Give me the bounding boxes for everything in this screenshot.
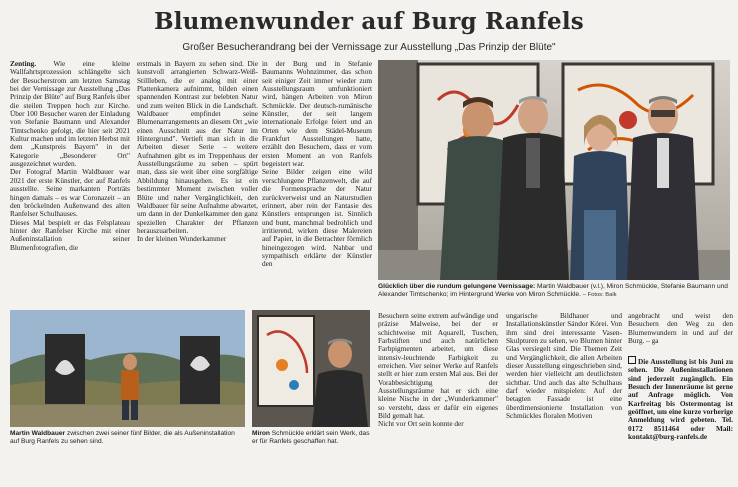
article-column-1 xyxy=(10,60,130,300)
artist-caption-text: Schmückle erklärt sein Werk, das er für Ranfels geschaffen hat. xyxy=(252,430,370,445)
main-caption-text: Martin Waldbauer (v.l.), Miron Schmückle, Stefanie Baumann und Alexander Timtschenko; im Hintergrund Werke von Miron Schmückle. xyxy=(378,283,728,298)
article-column-2: erstmals in Bayern zu sehen sind. Die kunstvoll arrangierten Schwarz-Weiß-Stillleben, die er analog mit einer Plattenkamera aufnimmt, bilden einen spannenden Kontrast zur belebten Natur und zum weiten Blick in die Landschaft. Waldbauer empfindet seine Blumenarrangements an diesem Ort „wie einen Ausschnitt aus der Natur im Hintergrund". Vertieft man sich in die Arbeiten dieser Serie – weitere Aufnahmen gibt es im Treppenhaus der Ausstellungsräume zu sehen – spürt man, dass sie weit über eine sorgfältige Abbildung hinausgehen. Es ist ein bestimmter Moment zwischen voller Blüte und naher Vergänglichkeit, den Waldbauer für seine Aufnahme abwartet, um dann in der Dunkelkammer den ganz speziellen Charakter der Pflanzen herauszuarbeiten. In der kleinen Wunderkammer xyxy=(137,60,258,244)
article-column-5: ungarische Bildhauer und Installationskünstler Sándor Kórei. Von ihm sind drei interessante Vasen-Skulpturen zu sehen, wo Blumen hinter Glas versiegelt sind. Die Themen Zeit und Vergänglichkeit, die allen Arbeiten dieser Ausstellung eingeschrieben sind, werden hier vielleicht am deutlichsten sichtbar. Und auch das alte Schulhaus darf wieder mitspielen: Auf der betagten Fassade ist eine überdimensionierte Installation von Schmückles floralen Motiven xyxy=(506,312,622,421)
info-text: Die Ausstellung ist bis Juni zu sehen. Die Außeninstallationen sind jederzeit zugänglich. Ein Besuch der Innenräume ist gerne auf Anfrage möglich. Von Karfreitag bis Ostermontag ist geöffnet, um eine kurze vorherige Anmeldung wird gebeten. Tel. 0172 8511464 oder Mail: kontakt@burg-ranfels.de xyxy=(628,357,733,442)
main-photo-group-portrait xyxy=(378,60,730,280)
main-caption-lead: Glücklich über die rundum gelungene Vernissage: xyxy=(378,283,536,290)
headline: Blumenwunder auf Burg Ranfels xyxy=(154,8,584,35)
photo-artist-with-painting xyxy=(252,310,370,427)
outdoor-caption-text: zwischen zwei seiner fünf Bilder, die als Außeninstallation auf Burg Ranfels zu sehen sind. xyxy=(10,430,235,445)
dateline: Zenting. xyxy=(10,60,37,68)
artist-photo-caption xyxy=(252,430,370,446)
info-box xyxy=(628,356,733,476)
photo-credit: – Fotos: Balk xyxy=(582,292,617,298)
subheadline: Großer Besucherandrang bei der Vernissage zur Ausstellung „Das Prinzip der Blüte" xyxy=(182,42,556,53)
outdoor-caption-lead: Martin Waldbauer xyxy=(10,430,66,437)
article-column-6: angebracht und weist den Besuchern den Weg zu den Blumenwundern in und auf der Burg. – ga xyxy=(628,312,733,346)
outdoor-photo-caption xyxy=(10,430,245,446)
article-column-3: in der Burg und in Stefanie Baumanns Wohnzimmer, das schon seit einiger Zeit immer wieder zum Ausstellungsraum umfunktioniert wird, hängen Arbeiten von Miron Schmückle. Der deutsch-rumänische Künstler, der seit langem internationale Erfolge feiert und an Orten wie dem Städel-Museum Frankfurt Ausstellungen hatte, erzählt den Besuchern, dass er vom ersten Moment an von Ranfels begeistert war. Seine Bilder zeigen eine wild verschlungene Pflanzenwelt, die auf die Formensprache der Natur zurückverweist und an Naturstudien erinnert, aber rein der Fantasie des Künstlers entsprungen ist. Sinnlich und bunt, manchmal bedrohlich und irritierend, wirken diese Malereien auf Papier, in die Betrachter förmlich hineingezogen wird. Nahbar und sympathisch erklärte der Künstler den xyxy=(262,60,372,269)
column-1-text: Wie eine kleine Wallfahrtsprozession schlängelte sich der Besucherstrom am letzten Samstag bei der Vernissage zur Ausstellung „Das Prinzip der Blüte" auf Burg Ranfels über die steilen Treppen hoch zur Kirche. Über 100 Besucher waren der Einladung von Stefanie Baumann und Alexander Timtschenko gefolgt, die hier seit 2021 Kultur machen und im letzten Herbst mit dem „Kunstpreis Bayern" in der Kategorie „Besonderer Ort" ausgezeichnet wurden. Der Fotograf Martin Waldbauer war 2021 der erste Künstler, der auf Ranfels ausstellte. Seine markanten Porträts hingen damals – es war Coronazeit – an den bröckelnden Außenwand des alten Ranfelser Schulhauses. Dieses Mal bespielt er das Felsplateau hinter der Ranfelser Kirche mit einer Außeninstallation seiner Blumenfotografien, die xyxy=(10,60,130,252)
photo-outdoor-installation xyxy=(10,310,245,427)
main-photo-caption xyxy=(378,283,730,299)
article-column-4: Besuchern seine extrem aufwändige und präzise Malweise, bei der er schichtweise mit Aquarell, Tuschen, Farbstiften und auch natürlichen Farbpigmenten arbeitet, um diese intensiv-leuchtende Farbigkeit zu erreichen. Vier seiner Werke auf Ranfels stellt er hier zum ersten Mal aus. Bei der Vorabbesichtigung der Ausstellungsräume hat er sich eine kleine Nische in der „Wunderkammer" so versteht, dass er dafür ein eigenes Bild gemalt hat. Nicht vor Ort sein konnte der xyxy=(378,312,498,429)
artist-caption-lead: Miron xyxy=(252,430,270,437)
info-marker-icon xyxy=(628,356,636,364)
